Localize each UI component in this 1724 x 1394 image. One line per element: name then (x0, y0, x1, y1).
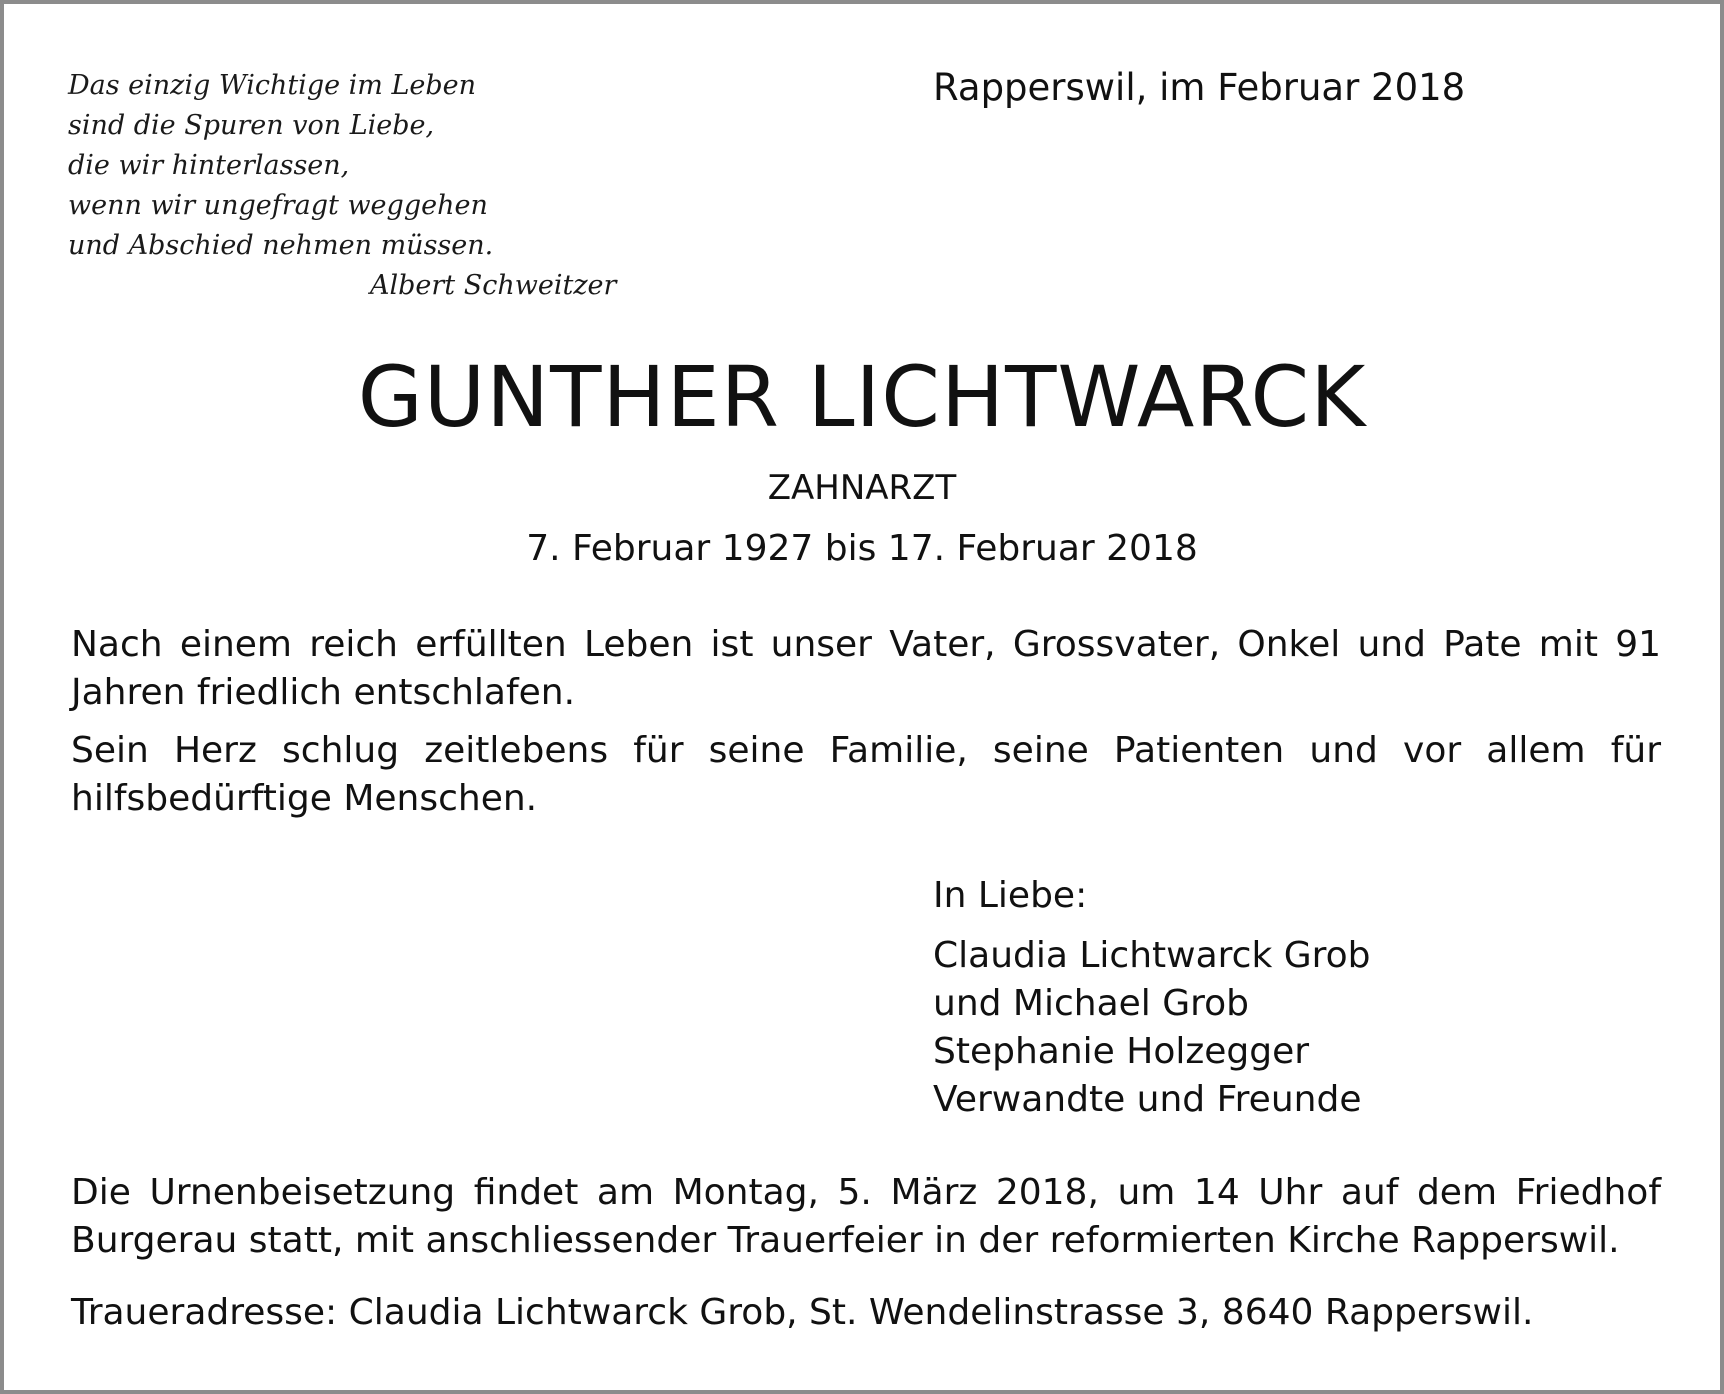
obituary-notice (4, 4, 1720, 1390)
mourner-name: Stephanie Holzegger (933, 1031, 1310, 1072)
paragraph-life-summary: Nach einem reich erfüllten Leben ist unser Vater, Grossvater, Onkel und Pate mit 91 Jahren friedlich entschlafen. (71, 624, 1661, 713)
mourning-address: Traueradresse: Claudia Lichtwarck Grob, St. Wendelinstrasse 3, 8640 Rapperswil. (71, 1292, 1534, 1333)
quote-line: und Abschied nehmen müssen. (68, 230, 494, 261)
quote-line: sind die Spuren von Liebe, (68, 110, 435, 141)
deceased-name: GUNTHER LICHTWARCK (357, 348, 1367, 446)
life-dates: 7. Februar 1927 bis 17. Februar 2018 (526, 528, 1198, 569)
paragraph-heart: Sein Herz schlug zeitlebens für seine Familie, seine Patienten und vor allem für hilfsbedürftige Menschen. (71, 730, 1661, 819)
place-date: Rapperswil, im Februar 2018 (933, 66, 1466, 109)
funeral-info: Die Urnenbeisetzung findet am Montag, 5. März 2018, um 14 Uhr auf dem Friedhof Burgerau statt, mit anschliessender Trauerfeier in der reformierten Kirche Rapperswil. (71, 1172, 1661, 1261)
quote-block (68, 66, 628, 306)
quote-author: Albert Schweitzer (370, 270, 617, 301)
profession: ZAHNARZT (767, 468, 957, 508)
mourner-name: und Michael Grob (933, 983, 1250, 1024)
quote-line: wenn wir ungefragt weggehen (68, 190, 488, 221)
mourner-name: Claudia Lichtwarck Grob (933, 935, 1371, 976)
quote-line: Das einzig Wichtige im Leben (68, 70, 477, 101)
mourners-block (933, 872, 1371, 1124)
mourner-name: Verwandte und Freunde (933, 1079, 1362, 1120)
mourners-heading: In Liebe: (933, 875, 1088, 916)
quote-line: die wir hinterlassen, (68, 150, 350, 181)
